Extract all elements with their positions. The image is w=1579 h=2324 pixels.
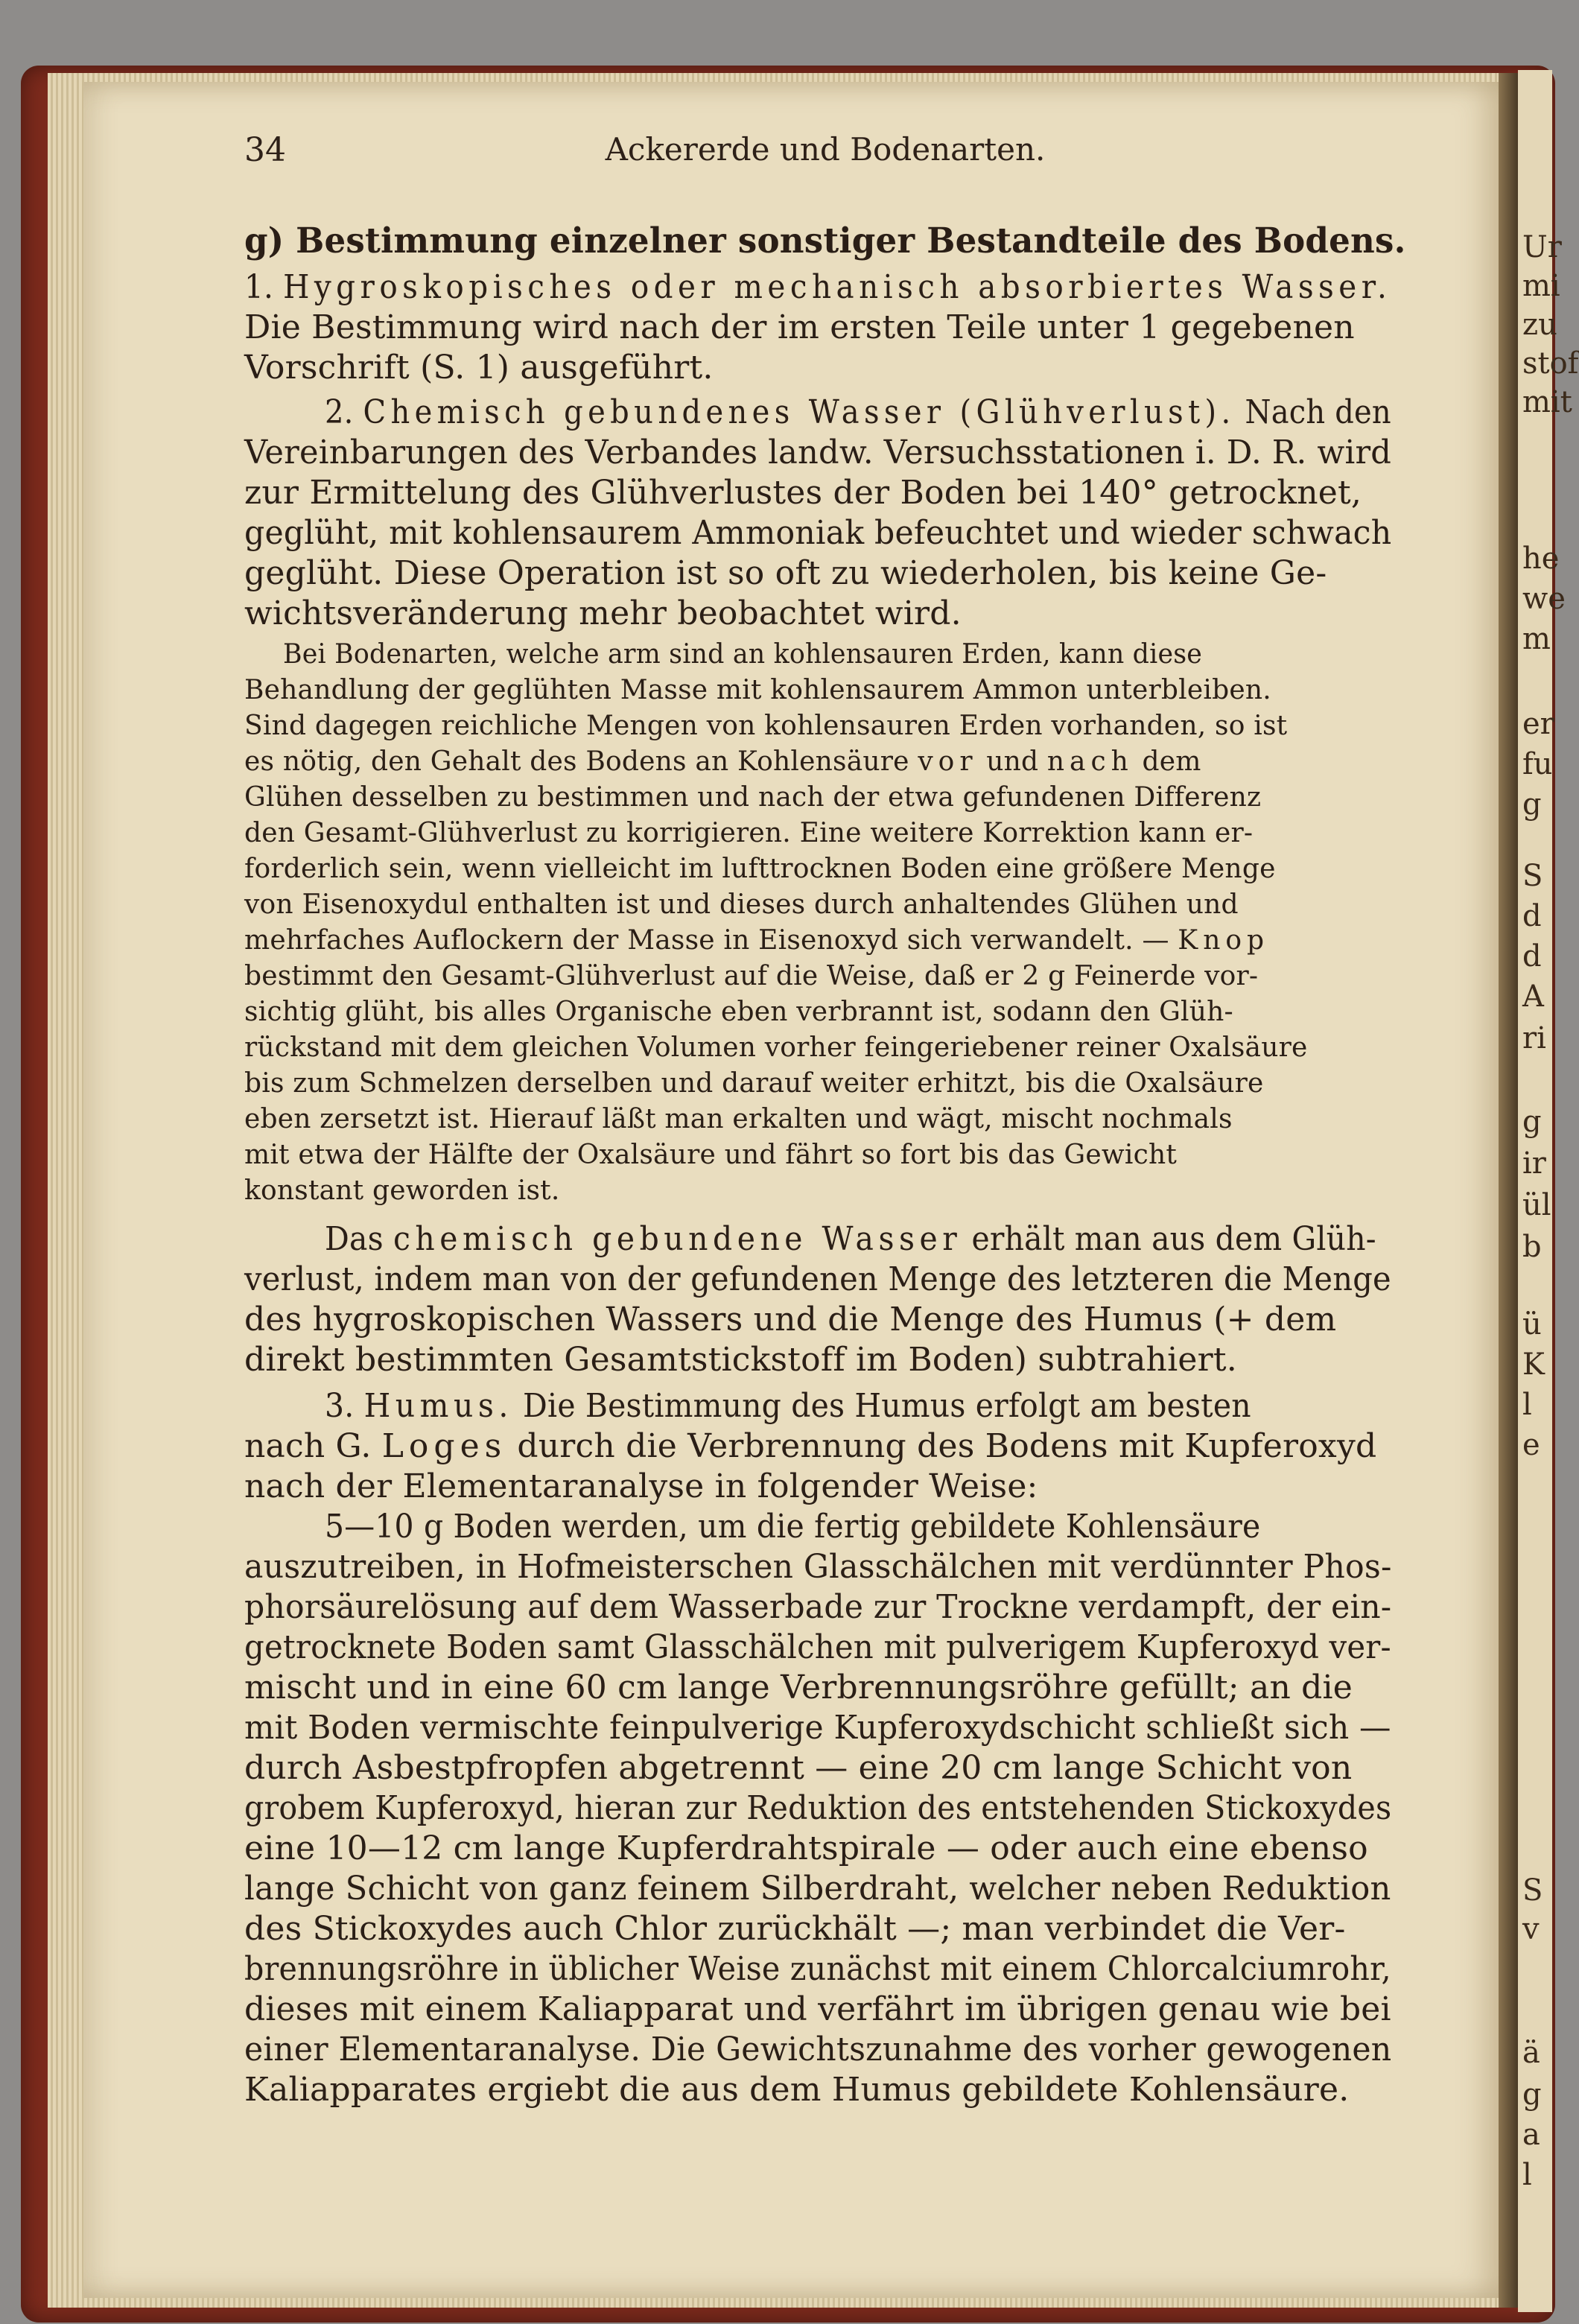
facing-page-fragment: mi — [1522, 269, 1560, 303]
book-gutter — [1499, 73, 1518, 2308]
text-line: verlust, indem man von der gefundenen Menge des letzteren die Menge — [244, 1260, 1391, 1298]
small-print-line: bestimmt den Gesamt-Glühverlust auf die Weise, daß er 2 g Feinerde vor- — [244, 961, 1259, 991]
text-line: direkt bestimmten Gesamtstickstoff im Boden) subtrahiert. — [244, 1341, 1237, 1379]
text-line: brennungsröhre in üblicher Weise zunächst mit einem Chlorcalciumrohr, — [244, 1950, 1391, 1988]
spaced-term: Loges — [381, 1427, 507, 1465]
facing-page-fragment: a — [1522, 2118, 1540, 2152]
facing-page-fragment: ir — [1522, 1146, 1546, 1181]
spaced-term: vor — [918, 746, 978, 777]
spaced-term: chemisch gebundene Wasser — [393, 1220, 962, 1258]
section-heading: g) Bestimmung einzelner sonstiger Bestandteile des Bodens. — [244, 220, 1406, 261]
facing-page-fragment: he — [1522, 542, 1560, 576]
facing-page-fragment: d — [1522, 899, 1542, 933]
text-line: 1. Hygroskopisches oder mechanisch absorbiertes Wasser. — [244, 268, 1392, 306]
text-line: 5—10 g Boden werden, um die fertig gebildete Kohlensäure — [325, 1508, 1261, 1546]
spaced-term: Humus. — [363, 1387, 513, 1425]
running-head: Ackererde und Bodenarten. — [605, 131, 1046, 168]
small-print-line: eben zersetzt ist. Hierauf läßt man erkalten und wägt, mischt nochmals — [244, 1104, 1233, 1134]
facing-page-fragment: ü — [1522, 1307, 1542, 1342]
spaced-term: Chemisch gebundenes Wasser (Glühverlust). — [363, 393, 1236, 431]
text-line: mischt und in eine 60 cm lange Verbrennungsröhre gefüllt; an die — [244, 1669, 1353, 1707]
facing-page-fragment: ä — [1522, 2036, 1540, 2070]
facing-page-fragment: er — [1522, 707, 1554, 741]
text-line: eine 10—12 cm lange Kupferdrahtspirale — oder auch eine ebenso — [244, 1829, 1368, 1867]
facing-page-fragment: e — [1522, 1428, 1540, 1462]
text-line: phorsäurelösung auf dem Wasserbade zur Trockne verdampft, der ein- — [244, 1588, 1392, 1626]
facing-page-fragment: m — [1522, 622, 1551, 656]
small-print-line: sichtig glüht, bis alles Organische eben verbrannt ist, sodann den Glüh- — [244, 997, 1233, 1027]
facing-page-fragment: zu — [1522, 308, 1557, 342]
text-line: getrocknete Boden samt Glasschälchen mit pulverigem Kupferoxyd ver- — [244, 1628, 1391, 1666]
facing-page-fragment: v — [1522, 1912, 1540, 1946]
page-header — [244, 131, 1406, 176]
spaced-term: Hygroskopisches oder mechanisch absorbiertes Wasser. — [283, 268, 1392, 306]
facing-page-fragment: Ur — [1522, 230, 1562, 264]
text-line: nach der Elementaranalyse in folgender Weise: — [244, 1467, 1038, 1505]
facing-page-fragment: ri — [1522, 1021, 1546, 1055]
small-print-line: den Gesamt-Glühverlust zu korrigieren. Eine weitere Korrektion kann er- — [244, 818, 1254, 848]
facing-page-fragment: l — [1522, 1388, 1532, 1422]
facing-page-fragment: mit — [1522, 385, 1572, 419]
facing-page-fragment: fu — [1522, 747, 1553, 781]
text-line: lange Schicht von ganz feinem Silberdraht, welcher neben Reduktion — [244, 1870, 1391, 1908]
facing-page-fragment: A — [1522, 980, 1544, 1014]
small-print-line: forderlich sein, wenn vielleicht im lufttrocknen Boden eine größere Menge — [244, 854, 1276, 884]
small-print-line: von Eisenoxydul enthalten ist und dieses durch anhaltendes Glühen und — [244, 889, 1239, 920]
text-line: Vorschrift (S. 1) ausgeführt. — [244, 349, 714, 387]
facing-page-fragment: l — [1522, 2158, 1532, 2192]
small-print-line: mehrfaches Auflockern der Masse in Eisenoxyd sich verwandelt. — Knop — [244, 925, 1270, 956]
small-print-line: Sind dagegen reichliche Mengen von kohlensauren Erden vorhanden, so ist — [244, 711, 1288, 741]
small-print-line: es nötig, den Gehalt des Bodens an Kohlensäure vor und nach dem — [244, 746, 1201, 777]
facing-page-fragment: K — [1522, 1347, 1545, 1382]
text-line: einer Elementaranalyse. Die Gewichtszunahme des vorher gewogenen — [244, 2031, 1392, 2069]
facing-page-fragment: g — [1522, 1105, 1542, 1139]
facing-page-fragment: we — [1522, 582, 1566, 616]
text-line: des hygroskopischen Wassers und die Menge des Humus (+ dem — [244, 1301, 1337, 1339]
facing-page-fragment: S — [1522, 859, 1543, 893]
text-line: Das chemisch gebundene Wasser erhält man aus dem Glüh- — [325, 1220, 1376, 1258]
text-line: Die Bestimmung wird nach der im ersten Teile unter 1 gegebenen — [244, 308, 1355, 346]
text-line: mit Boden vermischte feinpulverige Kupferoxydschicht schließt sich — — [244, 1709, 1391, 1747]
small-print-line: Bei Bodenarten, welche arm sind an kohlensauren Erden, kann diese — [283, 639, 1203, 670]
small-print-line: mit etwa der Hälfte der Oxalsäure und fährt so fort bis das Gewicht — [244, 1140, 1178, 1170]
facing-page-fragment: stof — [1522, 346, 1579, 381]
facing-page-fragment: ül — [1522, 1188, 1551, 1222]
text-line: durch Asbestpfropfen abgetrennt — eine 20 cm lange Schicht von — [244, 1749, 1353, 1787]
spaced-term: Knop — [1178, 925, 1270, 956]
text-line: dieses mit einem Kaliapparat und verfährt im übrigen genau wie bei — [244, 1990, 1391, 2028]
facing-page-fragment: g — [1522, 2077, 1542, 2112]
small-print-line: Behandlung der geglühten Masse mit kohlensaurem Ammon unterbleiben. — [244, 675, 1271, 705]
facing-page-fragment: b — [1522, 1230, 1542, 1264]
text-line: 3. Humus. Die Bestimmung des Humus erfolgt am besten — [325, 1387, 1251, 1425]
text-line: 2. Chemisch gebundenes Wasser (Glühverlust). Nach den — [325, 393, 1391, 431]
small-print-line: Glühen desselben zu bestimmen und nach der etwa gefundenen Differenz — [244, 782, 1262, 813]
text-line: Kaliapparates ergiebt die aus dem Humus gebildete Kohlensäure. — [244, 2071, 1350, 2109]
small-print-line: konstant geworden ist. — [244, 1175, 560, 1206]
facing-page-fragment: d — [1522, 939, 1542, 974]
text-line: auszutreiben, in Hofmeisterschen Glasschälchen mit verdünnter Phos- — [244, 1548, 1392, 1586]
page-number: 34 — [244, 131, 286, 169]
text-line: Vereinbarungen des Verbandes landw. Versuchsstationen i. D. R. wird — [244, 434, 1392, 472]
text-line: nach G. Loges durch die Verbrennung des Bodens mit Kupferoxyd — [244, 1427, 1377, 1465]
text-line: grobem Kupferoxyd, hieran zur Reduktion des entstehenden Stickoxydes — [244, 1789, 1392, 1827]
text-line: wichtsveränderung mehr beobachtet wird. — [244, 594, 962, 632]
text-line: geglüht. Diese Operation ist so oft zu wiederholen, bis keine Ge- — [244, 554, 1327, 592]
facing-page-fragment: S — [1522, 1873, 1543, 1908]
text-line: zur Ermittelung des Glühverlustes der Boden bei 140° getrocknet, — [244, 474, 1362, 512]
text-line: des Stickoxydes auch Chlor zurückhält —; man verbindet die Ver- — [244, 1910, 1346, 1948]
facing-page-strip — [1518, 70, 1579, 2312]
spaced-term: nach — [1046, 746, 1134, 777]
small-print-line: bis zum Schmelzen derselben und darauf weiter erhitzt, bis die Oxalsäure — [244, 1068, 1264, 1099]
small-print-line: rückstand mit dem gleichen Volumen vorher feingeriebener reiner Oxalsäure — [244, 1032, 1308, 1063]
facing-page-fragment: g — [1522, 787, 1542, 822]
text-line: geglüht, mit kohlensaurem Ammoniak befeuchtet und wieder schwach — [244, 514, 1392, 552]
